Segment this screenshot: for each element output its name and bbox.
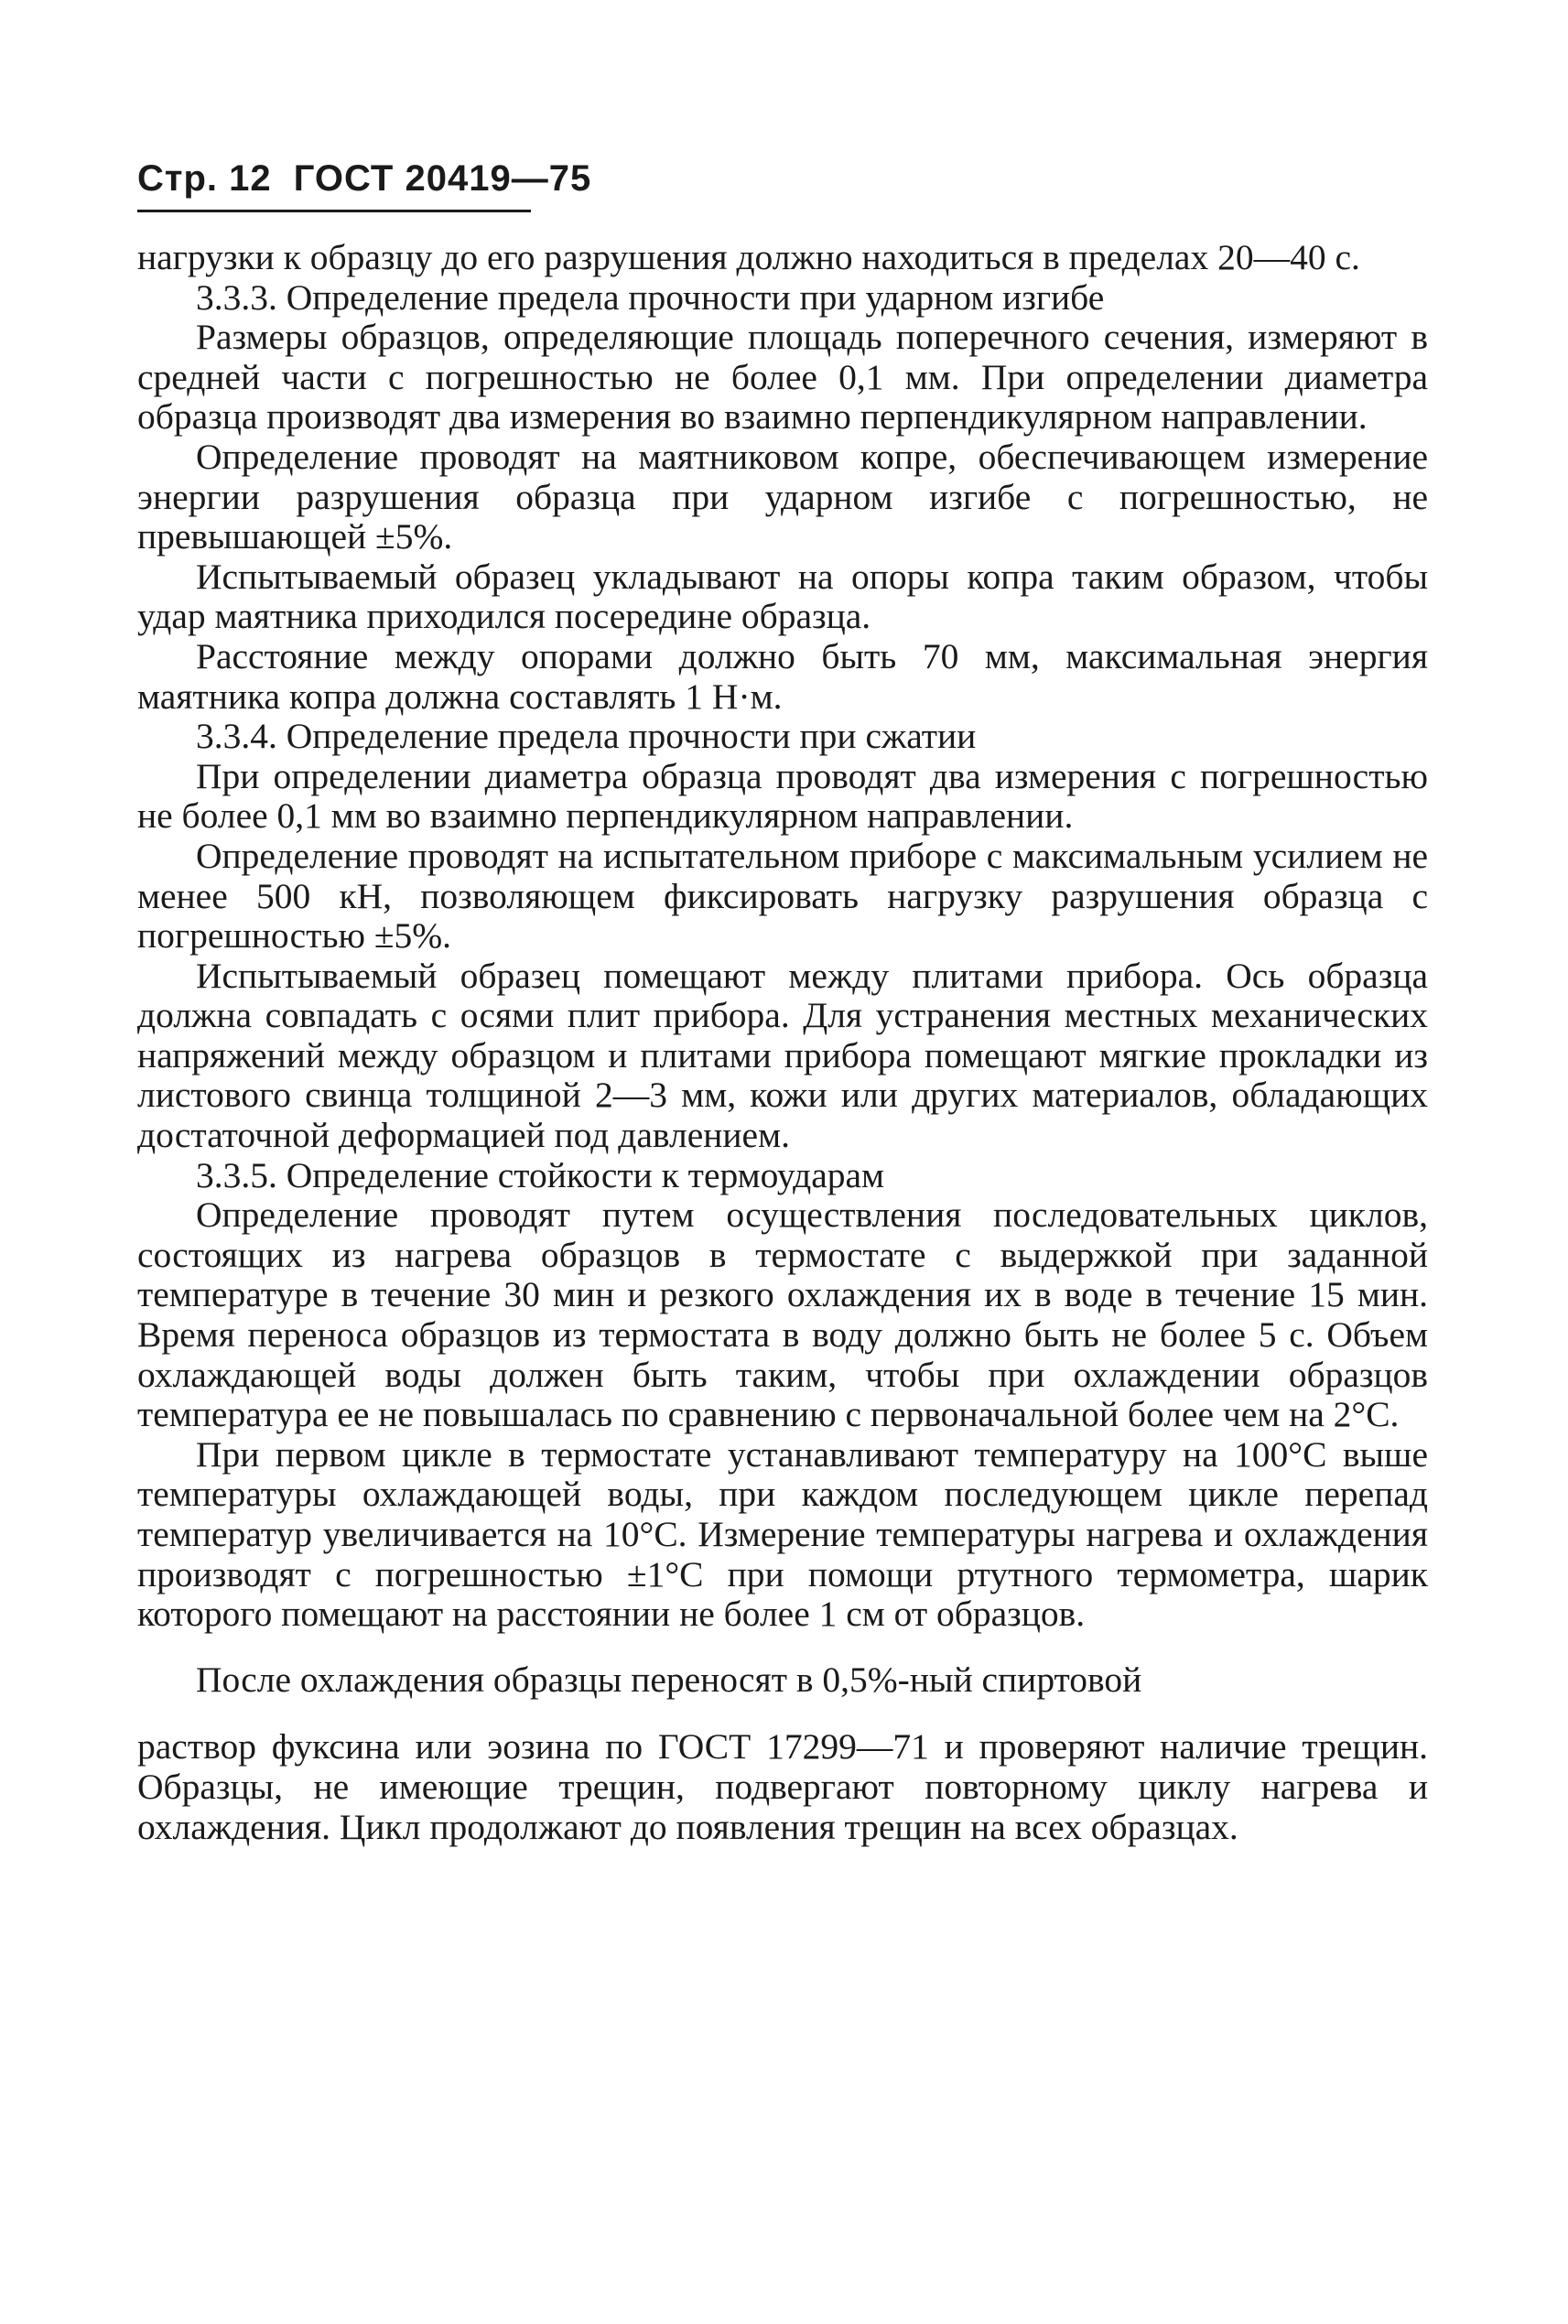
paragraph: При первом цикле в термостате устанавливают температуру на 100°С выше температуры охлаждающей воды, при каждом последующем цикле перепад температур увеличивается на 10°С. Измерение температуры нагрева и охлаждения производят с погрешностью ±1°С при помощи ртутного термометра, шарик которого помещают на расстоянии не более 1 см от образцов. — [137, 1433, 1428, 1635]
paragraph: Определение проводят на маятниковом копре, обеспечивающем измерение энергии разрушения образца при ударном изгибе с погрешностью, не превышающей ±5%. — [137, 436, 1428, 557]
page-header — [137, 158, 592, 212]
body-text — [137, 238, 1428, 1847]
paragraph: Определение проводят на испытательном приборе с максимальным усилием не менее 500 кН, позволяющем фиксировать нагрузку разрушения образца с погрешностью ±5%. — [137, 835, 1428, 957]
paragraph: Определение проводят путем осуществления последовательных циклов, состоящих из нагрева образцов в термостате с выдержкой при заданной температуре в течение 30 мин и резкого охлаждения их в воде в течение 15 мин. Время переноса образцов из термостата в воду должно быть не более 5 с. Объем охлаждающей воды должен быть таким, чтобы при охлаждении образцов температура ее не повышалась по сравнению с первоначальной более чем на 2°С. — [137, 1194, 1428, 1435]
section-heading: 3.3.5. Определение стойкости к термоударам — [196, 1154, 885, 1195]
page-number: Стр. 12 — [137, 158, 272, 199]
paragraph: раствор фуксина или эозина по ГОСТ 17299—71 и проверяют наличие трещин. Образцы, не имеющие трещин, подвергают повторному циклу нагрева и охлаждения. Цикл продолжают до появления трещин на всех образцах. — [137, 1726, 1428, 1847]
section-heading: 3.3.4. Определение предела прочности при сжатии — [196, 716, 977, 757]
standard-number: ГОСТ 20419—75 — [293, 158, 592, 199]
section-heading: 3.3.3. Определение предела прочности при ударном изгибе — [196, 276, 1105, 318]
document-page — [137, 160, 1428, 1847]
paragraph: Испытываемый образец помещают между плитами прибора. Ось образца должна совпадать с осями плит прибора. Для устранения местных механических напряжений между образцом и плитами прибора помещают мягкие прокладки из листового свинца толщиной 2—3 мм, кожи или других материалов, обладающих достаточной деформацией под давлением. — [137, 955, 1428, 1156]
paragraph: нагрузки к образцу до его разрушения должно находиться в пределах 20—40 с. — [137, 237, 1360, 277]
paragraph: Расстояние между опорами должно быть 70 мм, максимальная энергия маятника копра должна составлять 1 Н·м. — [137, 635, 1428, 717]
paragraph: Размеры образцов, определяющие площадь поперечного сечения, измеряют в средней части с погрешностью не более 0,1 мм. При определении диаметра образца производят два измерения во взаимно перпендикулярном направлении. — [137, 317, 1428, 438]
paragraph: Испытываемый образец укладывают на опоры копра таким образом, чтобы удар маятника приходился посередине образца. — [137, 556, 1428, 637]
paragraph: После охлаждения образцы переносят в 0,5%-ный спиртовой — [196, 1659, 1142, 1700]
paragraph: При определении диаметра образца проводят два измерения с погрешностью не более 0,1 мм во взаимно перпендикулярном направлении. — [137, 755, 1428, 837]
